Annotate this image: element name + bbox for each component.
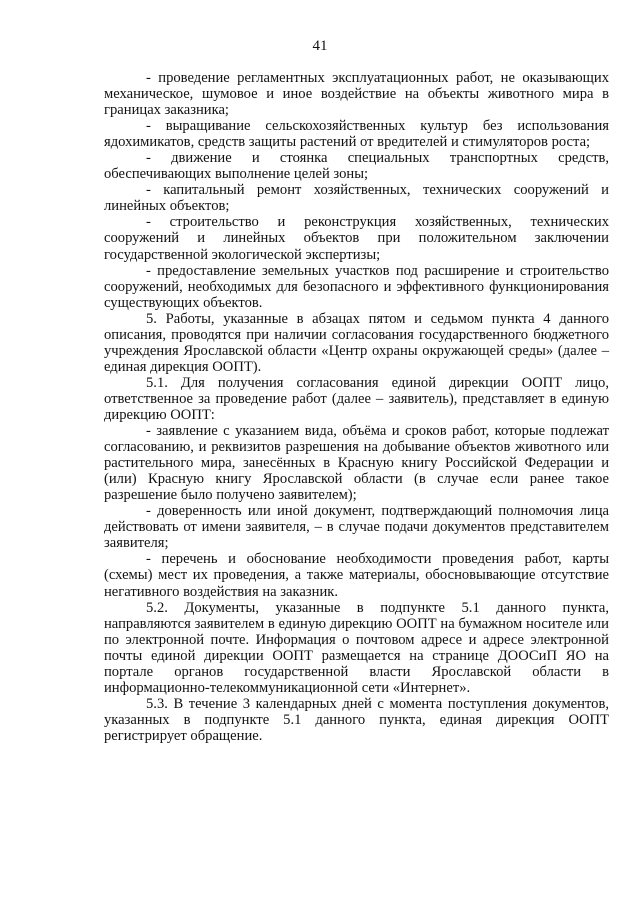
paragraph: - проведение регламентных эксплуатационных работ, не оказывающих механическое, шумовое и иное воздействие на объекты животного мира в границах заказника;	[104, 70, 609, 119]
document-body	[104, 70, 609, 744]
paragraph: - заявление с указанием вида, объёма и сроков работ, которые подлежат согласованию, и реквизитов разрешения на добывание объектов животного или растительного мира, занесённых в Красную книгу Российской Федерации и (или) Красную книгу Ярославской области (в случае если ранее такое разрешение было получено заявителем);	[104, 423, 609, 504]
paragraph: - движение и стоянка специальных транспортных средств, обеспечивающих выполнение целей зоны;	[104, 150, 609, 183]
paragraph: 5.1. Для получения согласования единой дирекции ООПТ лицо, ответственное за проведение работ (далее – заявитель), представляет в единую дирекцию ООПТ:	[104, 374, 609, 423]
paragraph: - строительство и реконструкция хозяйственных, технических сооружений и линейных объектов при положительном заключении государственной экологической экспертизы;	[104, 214, 609, 263]
paragraph: - доверенность или иной документ, подтверждающий полномочия лица действовать от имени заявителя, – в случае подачи документов представителем заявителя;	[104, 503, 609, 552]
paragraph: - перечень и обоснование необходимости проведения работ, карты (схемы) мест их проведения, а также материалы, обосновывающие отсутствие негативного воздействия на заказник.	[104, 551, 609, 600]
paragraph: - предоставление земельных участков под расширение и строительство сооружений, необходимых для безопасного и эффективного функционирования существующих объектов.	[104, 262, 609, 311]
paragraph: - капитальный ремонт хозяйственных, технических сооружений и линейных объектов;	[104, 182, 609, 215]
page-number: 41	[312, 38, 328, 54]
paragraph: - выращивание сельскохозяйственных культур без использования ядохимикатов, средств защиты растений от вредителей и стимуляторов роста;	[104, 118, 609, 151]
paragraph: 5.3. В течение 3 календарных дней с момента поступления документов, указанных в подпункте 5.1 данного пункта, единая дирекция ООПТ регистрирует обращение.	[104, 695, 609, 744]
paragraph: 5.2. Документы, указанные в подпункте 5.1 данного пункта, направляются заявителем в единую дирекцию ООПТ на бумажном носителе или по электронной почте. Информация о почтовом адресе и адресе электронной почты единой дирекции ООПТ размещается на странице ДООСиП ЯО на портале органов государственной власти Ярославской области в информационно-телекоммуникационной сети «Интернет».	[104, 599, 609, 696]
paragraph: 5. Работы, указанные в абзацах пятом и седьмом пункта 4 данного описания, проводятся при наличии согласования государственного бюджетного учреждения Ярославской области «Центр охраны окружающей среды» (далее – единая дирекция ООПТ).	[104, 310, 609, 375]
